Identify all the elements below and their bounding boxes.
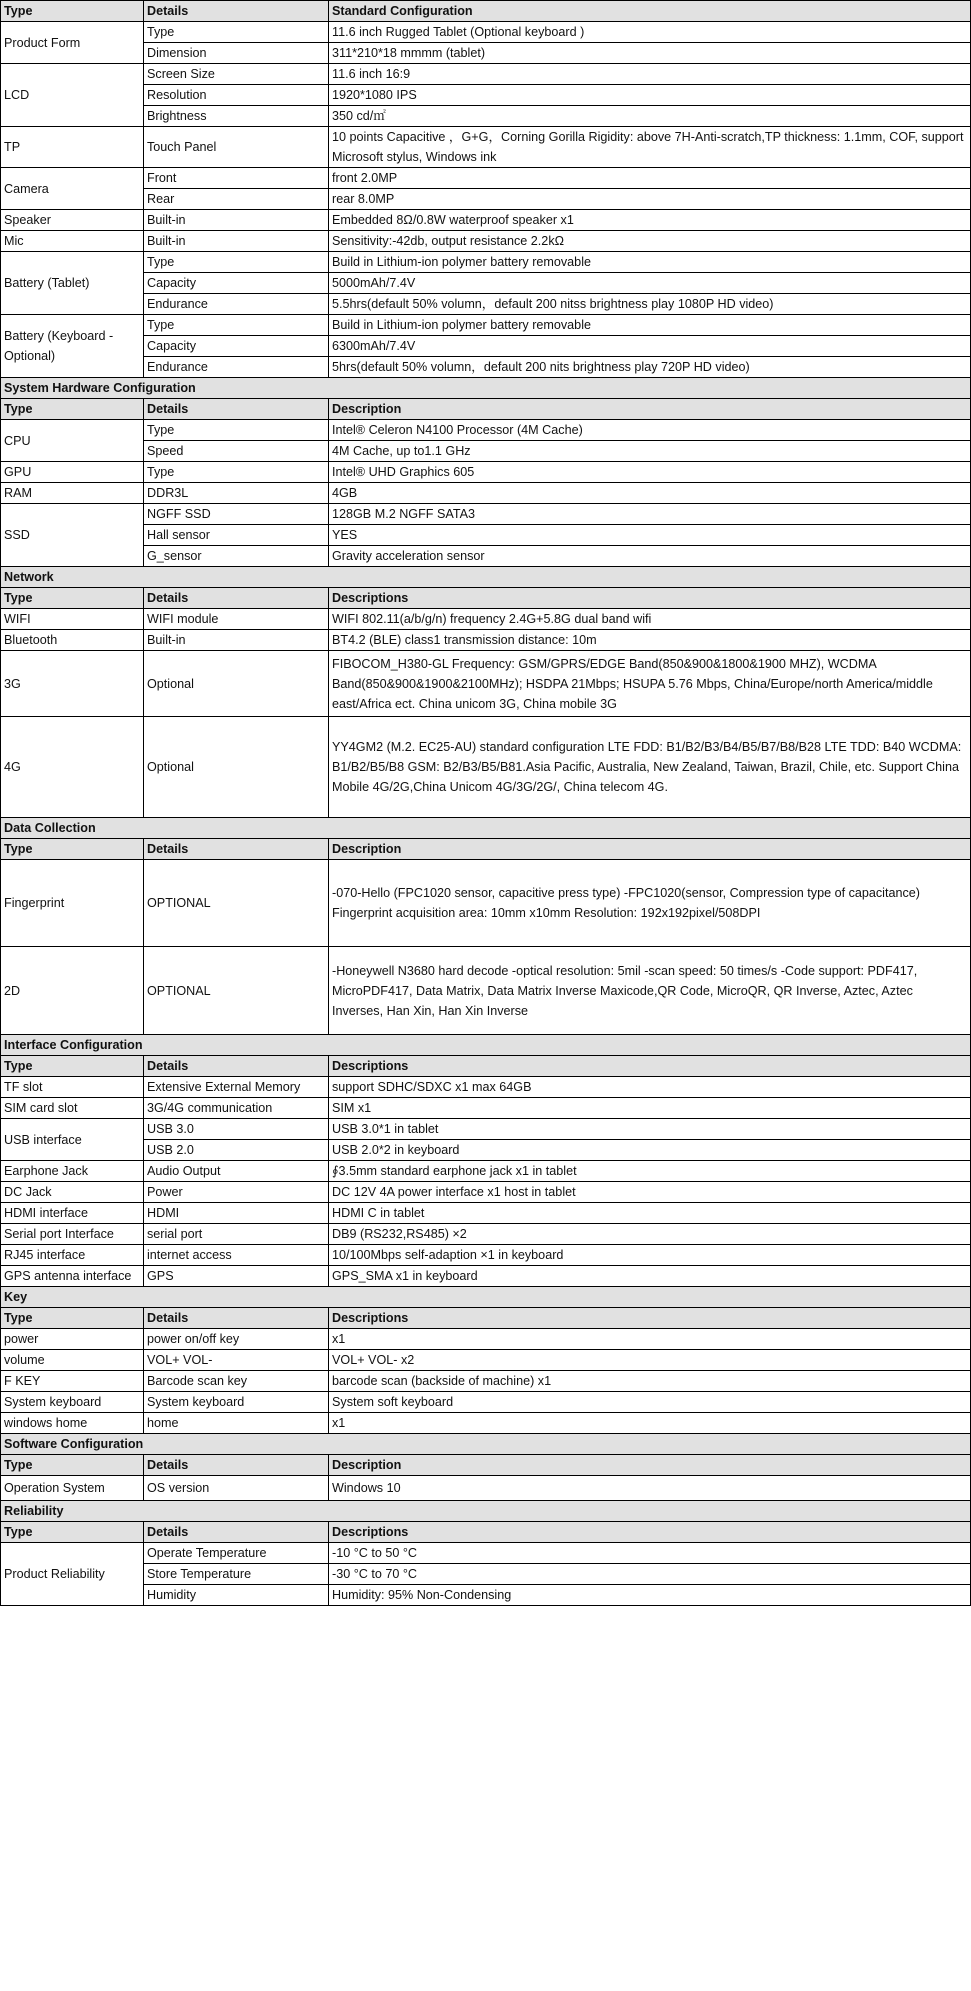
value-cell: 5hrs(default 50% volumn，default 200 nits brightness play 720P HD video) — [329, 357, 971, 378]
details-cell: Operate Temperature — [144, 1543, 329, 1564]
details-cell: Audio Output — [144, 1161, 329, 1182]
column-header: Type — [1, 839, 144, 860]
column-header: Details — [144, 839, 329, 860]
column-header-row — [1, 1455, 971, 1476]
value-cell: YY4GM2 (M.2. EC25-AU) standard configuration LTE FDD: B1/B2/B3/B4/B5/B7/B8/B28 LTE TDD: B40 WCDMA: B1/B2/B5/B8 GSM: B2/B3/B5/B81.Asia Pacific, Australia, New Zealand, Taiwan, Brazil, Chile, etc. Support China Mobile 4G/2G,China Unicom 4G/3G/2G/, China telecom 4G. — [329, 717, 971, 818]
type-cell: Earphone Jack — [1, 1161, 144, 1182]
details-cell: Type — [144, 420, 329, 441]
table-row — [1, 1564, 971, 1585]
section-title: Data Collection — [1, 818, 971, 839]
details-cell: OPTIONAL — [144, 860, 329, 947]
details-cell: Rear — [144, 189, 329, 210]
value-cell: USB 3.0*1 in tablet — [329, 1119, 971, 1140]
table-row — [1, 1245, 971, 1266]
value-cell: 350 cd/㎡ — [329, 106, 971, 127]
table-row — [1, 1266, 971, 1287]
type-cell: Bluetooth — [1, 630, 144, 651]
table-row — [1, 1413, 971, 1434]
value-cell: Embedded 8Ω/0.8W waterproof speaker x1 — [329, 210, 971, 231]
column-header: Details — [144, 1056, 329, 1077]
table-row — [1, 1329, 971, 1350]
table-row — [1, 189, 971, 210]
type-cell: windows home — [1, 1413, 144, 1434]
details-cell: Capacity — [144, 273, 329, 294]
type-cell: Mic — [1, 231, 144, 252]
type-cell: F KEY — [1, 1371, 144, 1392]
type-cell: RAM — [1, 483, 144, 504]
table-row — [1, 43, 971, 64]
details-cell: Capacity — [144, 336, 329, 357]
table-row — [1, 127, 971, 168]
value-cell: 311*210*18 mmmm (tablet) — [329, 43, 971, 64]
details-cell: DDR3L — [144, 483, 329, 504]
table-row — [1, 1182, 971, 1203]
table-row — [1, 336, 971, 357]
table-row — [1, 483, 971, 504]
details-cell: Dimension — [144, 43, 329, 64]
value-cell: Intel® Celeron N4100 Processor (4M Cache) — [329, 420, 971, 441]
column-header: Standard Configuration — [329, 1, 971, 22]
details-cell: System keyboard — [144, 1392, 329, 1413]
section-title-row — [1, 818, 971, 839]
details-cell: Power — [144, 1182, 329, 1203]
details-cell: G_sensor — [144, 546, 329, 567]
value-cell: HDMI C in tablet — [329, 1203, 971, 1224]
details-cell: OS version — [144, 1476, 329, 1501]
section-title-row — [1, 1287, 971, 1308]
type-cell: Battery (Keyboard -Optional) — [1, 315, 144, 378]
value-cell: 11.6 inch 16:9 — [329, 64, 971, 85]
column-header: Details — [144, 1522, 329, 1543]
type-cell: power — [1, 1329, 144, 1350]
value-cell: barcode scan (backside of machine) x1 — [329, 1371, 971, 1392]
details-cell: Barcode scan key — [144, 1371, 329, 1392]
column-header-row — [1, 1, 971, 22]
details-cell: Endurance — [144, 357, 329, 378]
details-cell: Touch Panel — [144, 127, 329, 168]
table-row — [1, 210, 971, 231]
value-cell: 10 points Capacitive ，G+G，Corning Gorilla Rigidity: above 7H-Anti-scratch,TP thickness: 1.1mm, COF, support Microsoft stylus, Windows ink — [329, 127, 971, 168]
value-cell: support SDHC/SDXC x1 max 64GB — [329, 1077, 971, 1098]
table-row — [1, 717, 971, 818]
table-row — [1, 420, 971, 441]
type-cell: CPU — [1, 420, 144, 462]
details-cell: WIFI module — [144, 609, 329, 630]
table-row — [1, 85, 971, 106]
column-header: Descriptions — [329, 1522, 971, 1543]
details-cell: USB 2.0 — [144, 1140, 329, 1161]
value-cell: Windows 10 — [329, 1476, 971, 1501]
type-cell: WIFI — [1, 609, 144, 630]
details-cell: Optional — [144, 717, 329, 818]
column-header-row — [1, 839, 971, 860]
column-header: Details — [144, 1455, 329, 1476]
table-row — [1, 357, 971, 378]
section-title-row — [1, 1501, 971, 1522]
section-title: Interface Configuration — [1, 1035, 971, 1056]
details-cell: Built-in — [144, 630, 329, 651]
value-cell: -Honeywell N3680 hard decode -optical resolution: 5mil -scan speed: 50 times/s -Code support: PDF417, MicroPDF417, Data Matrix, Data Matrix Inverse Maxicode,QR Code, MicroQR, QR Inverse, Aztec, Aztec Inverses, Han Xin, Han Xin Inverse — [329, 947, 971, 1035]
column-header: Details — [144, 1308, 329, 1329]
section-title-row — [1, 567, 971, 588]
column-header: Description — [329, 399, 971, 420]
value-cell: SIM x1 — [329, 1098, 971, 1119]
column-header: Descriptions — [329, 588, 971, 609]
type-cell: 2D — [1, 947, 144, 1035]
table-row — [1, 546, 971, 567]
table-row — [1, 168, 971, 189]
value-cell: -10 °C to 50 °C — [329, 1543, 971, 1564]
details-cell: Screen Size — [144, 64, 329, 85]
table-row — [1, 860, 971, 947]
details-cell: USB 3.0 — [144, 1119, 329, 1140]
table-row — [1, 441, 971, 462]
column-header: Descriptions — [329, 1308, 971, 1329]
spec-table-body — [1, 1, 971, 1606]
column-header: Details — [144, 399, 329, 420]
details-cell: internet access — [144, 1245, 329, 1266]
table-row — [1, 1543, 971, 1564]
section-title: Software Configuration — [1, 1434, 971, 1455]
type-cell: Product Form — [1, 22, 144, 64]
column-header: Description — [329, 1455, 971, 1476]
section-title: Key — [1, 1287, 971, 1308]
type-cell: Serial port Interface — [1, 1224, 144, 1245]
table-row — [1, 1585, 971, 1606]
value-cell: System soft keyboard — [329, 1392, 971, 1413]
details-cell: VOL+ VOL- — [144, 1350, 329, 1371]
value-cell: Sensitivity:-42db, output resistance 2.2kΩ — [329, 231, 971, 252]
column-header: Type — [1, 399, 144, 420]
table-row — [1, 630, 971, 651]
value-cell: FIBOCOM_H380-GL Frequency: GSM/GPRS/EDGE Band(850&900&1800&1900 MHZ), WCDMA Band(850&900&1900&2100MHz); HSDPA 21Mbps; HSUPA 5.76 Mbps, China/Europe/north America/middle east/Africa ect. China unicom 3G, China mobile 3G — [329, 651, 971, 717]
type-cell: TP — [1, 127, 144, 168]
details-cell: Built-in — [144, 231, 329, 252]
table-row — [1, 106, 971, 127]
details-cell: NGFF SSD — [144, 504, 329, 525]
value-cell: front 2.0MP — [329, 168, 971, 189]
value-cell: x1 — [329, 1413, 971, 1434]
details-cell: Hall sensor — [144, 525, 329, 546]
type-cell: Product Reliability — [1, 1543, 144, 1606]
table-row — [1, 231, 971, 252]
value-cell: GPS_SMA x1 in keyboard — [329, 1266, 971, 1287]
table-row — [1, 504, 971, 525]
details-cell: power on/off key — [144, 1329, 329, 1350]
table-row — [1, 1203, 971, 1224]
column-header-row — [1, 1522, 971, 1543]
table-row — [1, 22, 971, 43]
column-header: Type — [1, 1, 144, 22]
type-cell: Battery (Tablet) — [1, 252, 144, 315]
type-cell: 3G — [1, 651, 144, 717]
details-cell: HDMI — [144, 1203, 329, 1224]
table-row — [1, 1371, 971, 1392]
value-cell: 5000mAh/7.4V — [329, 273, 971, 294]
section-title-row — [1, 378, 971, 399]
column-header: Type — [1, 588, 144, 609]
table-row — [1, 1224, 971, 1245]
value-cell: USB 2.0*2 in keyboard — [329, 1140, 971, 1161]
type-cell: TF slot — [1, 1077, 144, 1098]
table-row — [1, 294, 971, 315]
column-header: Details — [144, 1, 329, 22]
value-cell: WIFI 802.11(a/b/g/n) frequency 2.4G+5.8G dual band wifi — [329, 609, 971, 630]
value-cell: BT4.2 (BLE) class1 transmission distance: 10m — [329, 630, 971, 651]
column-header-row — [1, 1308, 971, 1329]
details-cell: Front — [144, 168, 329, 189]
value-cell: Intel® UHD Graphics 605 — [329, 462, 971, 483]
table-row — [1, 525, 971, 546]
value-cell: Build in Lithium-ion polymer battery removable — [329, 252, 971, 273]
type-cell: RJ45 interface — [1, 1245, 144, 1266]
details-cell: Type — [144, 22, 329, 43]
table-row — [1, 1140, 971, 1161]
value-cell: DB9 (RS232,RS485) ×2 — [329, 1224, 971, 1245]
details-cell: OPTIONAL — [144, 947, 329, 1035]
type-cell: GPU — [1, 462, 144, 483]
table-row — [1, 1098, 971, 1119]
details-cell: Speed — [144, 441, 329, 462]
table-row — [1, 609, 971, 630]
value-cell: 6300mAh/7.4V — [329, 336, 971, 357]
column-header: Descriptions — [329, 1056, 971, 1077]
type-cell: Fingerprint — [1, 860, 144, 947]
details-cell: 3G/4G communication — [144, 1098, 329, 1119]
table-row — [1, 1476, 971, 1501]
section-title: Network — [1, 567, 971, 588]
column-header: Description — [329, 839, 971, 860]
value-cell: rear 8.0MP — [329, 189, 971, 210]
value-cell: 1920*1080 IPS — [329, 85, 971, 106]
table-row — [1, 1161, 971, 1182]
type-cell: USB interface — [1, 1119, 144, 1161]
type-cell: System keyboard — [1, 1392, 144, 1413]
type-cell: Speaker — [1, 210, 144, 231]
value-cell: 128GB M.2 NGFF SATA3 — [329, 504, 971, 525]
details-cell: Endurance — [144, 294, 329, 315]
details-cell: Brightness — [144, 106, 329, 127]
column-header: Type — [1, 1522, 144, 1543]
value-cell: VOL+ VOL- x2 — [329, 1350, 971, 1371]
details-cell: Type — [144, 462, 329, 483]
table-row — [1, 1392, 971, 1413]
section-title-row — [1, 1434, 971, 1455]
details-cell: Type — [144, 252, 329, 273]
value-cell: ∮3.5mm standard earphone jack x1 in tablet — [329, 1161, 971, 1182]
details-cell: Type — [144, 315, 329, 336]
details-cell: Resolution — [144, 85, 329, 106]
details-cell: serial port — [144, 1224, 329, 1245]
value-cell: Humidity: 95% Non-Condensing — [329, 1585, 971, 1606]
section-title: System Hardware Configuration — [1, 378, 971, 399]
table-row — [1, 1077, 971, 1098]
value-cell: 4GB — [329, 483, 971, 504]
column-header-row — [1, 588, 971, 609]
value-cell: 5.5hrs(default 50% volumn，default 200 nitss brightness play 1080P HD video) — [329, 294, 971, 315]
value-cell: Build in Lithium-ion polymer battery removable — [329, 315, 971, 336]
column-header: Type — [1, 1056, 144, 1077]
value-cell: DC 12V 4A power interface x1 host in tablet — [329, 1182, 971, 1203]
table-row — [1, 315, 971, 336]
table-row — [1, 64, 971, 85]
value-cell: 10/100Mbps self-adaption ×1 in keyboard — [329, 1245, 971, 1266]
type-cell: Camera — [1, 168, 144, 210]
value-cell: YES — [329, 525, 971, 546]
table-row — [1, 1350, 971, 1371]
type-cell: GPS antenna interface — [1, 1266, 144, 1287]
column-header-row — [1, 1056, 971, 1077]
type-cell: SSD — [1, 504, 144, 567]
value-cell: Gravity acceleration sensor — [329, 546, 971, 567]
type-cell: LCD — [1, 64, 144, 127]
type-cell: 4G — [1, 717, 144, 818]
column-header: Type — [1, 1308, 144, 1329]
type-cell: volume — [1, 1350, 144, 1371]
details-cell: Built-in — [144, 210, 329, 231]
value-cell: -070-Hello (FPC1020 sensor, capacitive press type) -FPC1020(sensor, Compression type of capacitance) Fingerprint acquisition area: 10mm x10mm Resolution: 192x192pixel/508DPI — [329, 860, 971, 947]
table-row — [1, 651, 971, 717]
table-row — [1, 252, 971, 273]
value-cell: -30 °C to 70 °C — [329, 1564, 971, 1585]
column-header-row — [1, 399, 971, 420]
table-row — [1, 462, 971, 483]
details-cell: Extensive External Memory — [144, 1077, 329, 1098]
section-title-row — [1, 1035, 971, 1056]
column-header: Type — [1, 1455, 144, 1476]
table-row — [1, 947, 971, 1035]
value-cell: 11.6 inch Rugged Tablet (Optional keyboard ) — [329, 22, 971, 43]
type-cell: DC Jack — [1, 1182, 144, 1203]
type-cell: Operation System — [1, 1476, 144, 1501]
table-row — [1, 1119, 971, 1140]
value-cell: x1 — [329, 1329, 971, 1350]
value-cell: 4M Cache, up to1.1 GHz — [329, 441, 971, 462]
details-cell: Humidity — [144, 1585, 329, 1606]
details-cell: Optional — [144, 651, 329, 717]
details-cell: home — [144, 1413, 329, 1434]
details-cell: GPS — [144, 1266, 329, 1287]
table-row — [1, 273, 971, 294]
type-cell: HDMI interface — [1, 1203, 144, 1224]
type-cell: SIM card slot — [1, 1098, 144, 1119]
section-title: Reliability — [1, 1501, 971, 1522]
column-header: Details — [144, 588, 329, 609]
details-cell: Store Temperature — [144, 1564, 329, 1585]
